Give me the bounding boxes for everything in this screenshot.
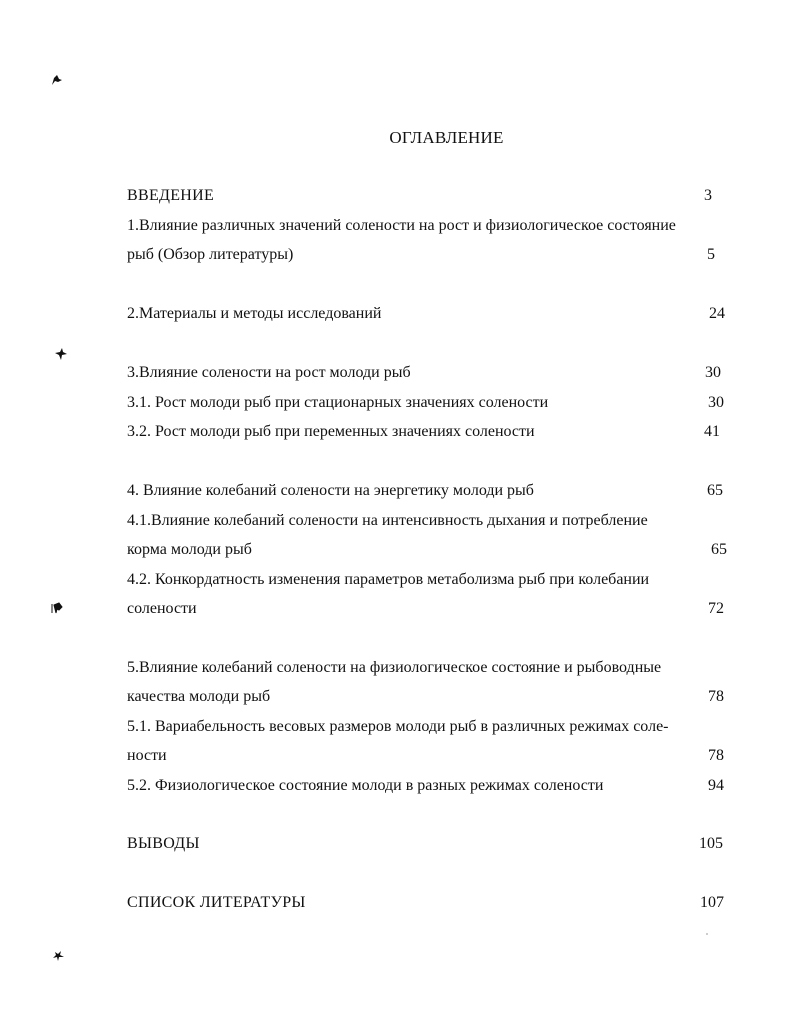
toc-entry-section-4-1 (127, 509, 725, 533)
toc-page-number: 65 (711, 541, 727, 558)
toc-entry-text: ВЫВОДЫ (127, 835, 200, 852)
toc-entry-chapter-5 (127, 656, 725, 680)
toc-entry-text: 4.2. Конкордатность изменения параметров метаболизма рыб при колебании (127, 571, 650, 588)
toc-entry-text: 4.1.Влияние колебаний солености на интенсивность дыхания и потребление (127, 512, 648, 529)
toc-entry-chapter-5-continued (127, 685, 725, 709)
toc-entry-text: ности (127, 747, 167, 764)
toc-entry-section-3-1 (127, 391, 725, 415)
toc-entry-references (127, 891, 725, 915)
toc-page-number: 30 (705, 364, 721, 381)
toc-page-number: 41 (704, 423, 720, 440)
toc-entry-text: ВВЕДЕНИЕ (127, 187, 215, 204)
toc-entry-text: качества молоди рыб (127, 688, 271, 705)
scan-speck-mark (49, 73, 63, 87)
toc-page-number: 5 (707, 246, 715, 263)
toc-entry-section-4-2 (127, 568, 725, 592)
toc-entry-text: корма молоди рыб (127, 541, 252, 558)
toc-page-number: 94 (708, 777, 724, 794)
toc-entry-text: 1.Влияние различных значений солености на рост и физиологическое состояние (127, 217, 676, 234)
toc-page-number: 78 (708, 747, 724, 764)
toc-page-number: 105 (699, 835, 723, 852)
toc-page-number: 30 (708, 394, 724, 411)
toc-entry-section-5-1-continued (127, 744, 725, 768)
toc-page-number: 65 (707, 482, 723, 499)
toc-page-number: 78 (708, 688, 724, 705)
toc-entry-chapter-1-continued (127, 243, 725, 267)
scan-speck-mark (51, 948, 65, 962)
toc-entry-chapter-3 (127, 361, 725, 385)
toc-entry-text: 3.1. Рост молоди рыб при стационарных значениях солености (127, 394, 549, 411)
toc-entry-chapter-4 (127, 479, 725, 503)
toc-entry-text: СПИСОК ЛИТЕРАТУРЫ (127, 894, 306, 911)
toc-entry-text: 5.2. Физиологическое состояние молоди в разных режимах солености (127, 777, 604, 794)
toc-entry-text: рыб (Обзор литературы) (127, 246, 294, 263)
toc-entry-section-4-2-continued (127, 597, 725, 621)
scan-dot (706, 933, 708, 935)
toc-entry-text: 5.Влияние колебаний солености на физиологическое состояние и рыбоводные (127, 659, 662, 676)
scan-speck-mark (54, 347, 68, 361)
toc-entry-section-5-1 (127, 715, 725, 739)
toc-entry-chapter-2 (127, 302, 725, 326)
toc-page-number: 72 (708, 600, 724, 617)
toc-entry-chapter-1 (127, 214, 725, 238)
toc-entry-text: 4. Влияние колебаний солености на энергетику молоди рыб (127, 482, 534, 499)
toc-entry-text: 2.Материалы и методы исследований (127, 305, 382, 322)
toc-entry-text: 3.2. Рост молоди рыб при переменных значениях солености (127, 423, 535, 440)
toc-entry-text: солености (127, 600, 197, 617)
toc-page-number: 3 (704, 187, 712, 204)
toc-entry-section-3-2 (127, 420, 725, 444)
toc-entry-section-5-2 (127, 774, 725, 798)
toc-entry-section-4-1-continued (127, 538, 725, 562)
toc-entry-text: 3.Влияние солености на рост молоди рыб (127, 364, 411, 381)
toc-entry-conclusions (127, 832, 725, 856)
toc-page-number: 24 (709, 305, 725, 322)
toc-entry-introduction (127, 184, 725, 208)
page-title: ОГЛАВЛЕНИЕ (389, 128, 504, 147)
toc-entry-text: 5.1. Вариабельность весовых размеров молоди рыб в различных режимах соле- (127, 718, 669, 735)
scan-speck-mark (50, 601, 64, 615)
toc-page-number: 107 (700, 894, 724, 911)
